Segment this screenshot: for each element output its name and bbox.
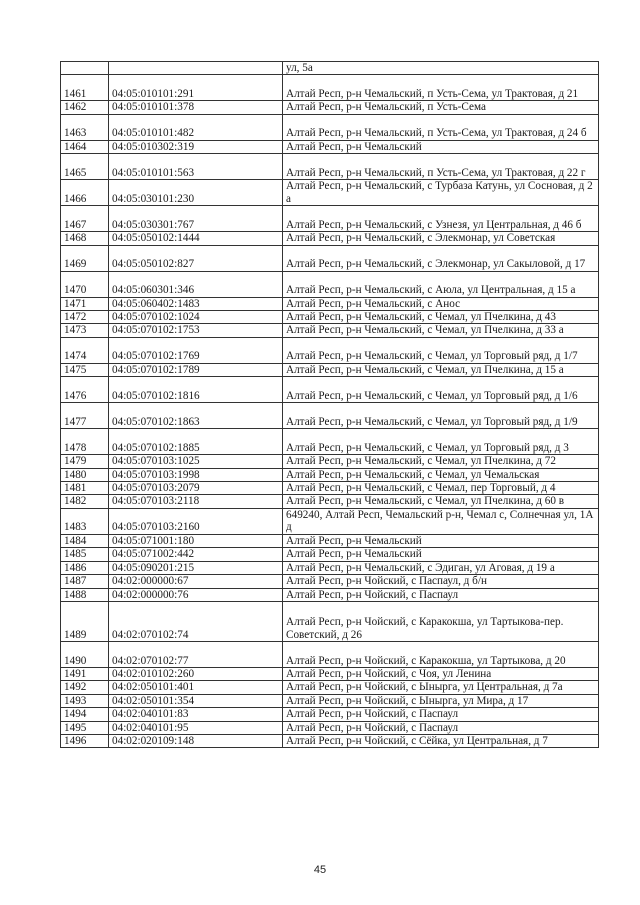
table-row [61,62,599,75]
address-cell: Алтай Респ, р-н Чемальский, с Аюла, ул Центральная, д 15 а [283,271,599,297]
address-cell: ул, 5а [283,62,599,75]
address-cell: Алтай Респ, р-н Чемальский, с Чемал, ул Торговый ряд, д 1/6 [283,377,599,403]
table-row [61,75,599,101]
table-row [61,324,599,337]
address-cell: Алтай Респ, р-н Чойский, с Каракокша, ул Тартыкова-пер. Советский, д 26 [283,601,599,641]
row-number-cell: 1478 [61,429,109,455]
table-row [61,721,599,734]
address-cell: Алтай Респ, р-н Чойский, с Ынырга, ул Мира, д 17 [283,694,599,707]
table-row [61,734,599,747]
cadastral-number-cell: 04:05:060301:346 [109,271,283,297]
address-cell: Алтай Респ, р-н Чойский, с Паспаул, д б/н [283,575,599,588]
table-row [61,337,599,363]
row-number-cell: 1477 [61,403,109,429]
cadastral-number-cell: 04:02:010102:260 [109,667,283,680]
cadastral-number-cell: 04:02:040101:83 [109,708,283,721]
table-row [61,245,599,271]
row-number-cell: 1474 [61,337,109,363]
table-row [61,297,599,310]
row-number-cell: 1495 [61,721,109,734]
cadastral-number-cell: 04:02:000000:76 [109,588,283,601]
cadastral-number-cell: 04:05:070102:1753 [109,324,283,337]
table-row [61,534,599,547]
table-row [61,548,599,561]
table-row [61,588,599,601]
cadastral-number-cell: 04:05:070103:2079 [109,482,283,495]
cadastral-number-cell: 04:05:070103:2118 [109,495,283,508]
cadastral-number-cell: 04:05:070102:1789 [109,363,283,376]
address-cell: Алтай Респ, р-н Чемальский, с Чемал, ул Пчелкина, д 72 [283,455,599,468]
cadastral-number-cell: 04:05:071002:442 [109,548,283,561]
table-row [61,429,599,455]
table-row [61,403,599,429]
cadastral-number-cell: 04:05:090201:215 [109,561,283,574]
cadastral-number-cell: 04:05:071001:180 [109,534,283,547]
table-row [61,681,599,694]
address-cell: Алтай Респ, р-н Чемальский, с Чемал, ул Пчелкина, д 43 [283,311,599,324]
address-cell: Алтай Респ, р-н Чемальский, с Анос [283,297,599,310]
row-number-cell: 1488 [61,588,109,601]
cadastral-number-cell [109,62,283,75]
row-number-cell: 1494 [61,708,109,721]
row-number-cell: 1462 [61,101,109,114]
row-number-cell: 1496 [61,734,109,747]
table-row [61,495,599,508]
address-cell: Алтай Респ, р-н Чемальский, с Эдиган, ул Аговая, д 19 а [283,561,599,574]
cadastral-number-cell: 04:02:070102:77 [109,641,283,667]
row-number-cell: 1481 [61,482,109,495]
address-cell: Алтай Респ, р-н Чемальский, с Элекмонар, ул Советская [283,232,599,245]
cadastral-number-cell: 04:05:050102:827 [109,245,283,271]
address-cell: Алтай Респ, р-н Чемальский, с Узнезя, ул Центральная, д 46 б [283,206,599,232]
address-cell: Алтай Респ, р-н Чемальский, с Турбаза Катунь, ул Сосновая, д 2 а [283,180,599,206]
row-number-cell: 1468 [61,232,109,245]
row-number-cell: 1490 [61,641,109,667]
table-row [61,708,599,721]
cadastral-number-cell: 04:05:070103:1998 [109,468,283,481]
address-cell: Алтай Респ, р-н Чемальский [283,534,599,547]
table-row [61,482,599,495]
address-cell: Алтай Респ, р-н Чемальский, с Чемал, ул Торговый ряд, д 1/7 [283,337,599,363]
address-table [60,61,599,748]
cadastral-number-cell: 04:02:050101:401 [109,681,283,694]
row-number-cell: 1487 [61,575,109,588]
table-row [61,311,599,324]
address-cell: Алтай Респ, р-н Чойский, с Паспаул [283,721,599,734]
cadastral-number-cell: 04:05:070102:1885 [109,429,283,455]
row-number-cell: 1484 [61,534,109,547]
address-cell: Алтай Респ, р-н Чойский, с Каракокша, ул Тартыкова, д 20 [283,641,599,667]
cadastral-number-cell: 04:05:070102:1863 [109,403,283,429]
cadastral-number-cell: 04:05:010101:563 [109,154,283,180]
address-cell: Алтай Респ, р-н Чойский, с Паспаул [283,588,599,601]
cadastral-number-cell: 04:05:030101:230 [109,180,283,206]
row-number-cell: 1467 [61,206,109,232]
table-row [61,561,599,574]
table-row [61,101,599,114]
cadastral-number-cell: 04:05:060402:1483 [109,297,283,310]
address-cell: Алтай Респ, р-н Чойский, с Ыныргa, ул Центральная, д 7а [283,681,599,694]
table-row [61,154,599,180]
table-row [61,363,599,376]
address-cell: Алтай Респ, р-н Чойский, с Чоя, ул Ленина [283,667,599,680]
row-number-cell: 1475 [61,363,109,376]
address-cell: Алтай Респ, р-н Чойский, с Паспаул [283,708,599,721]
row-number-cell: 1476 [61,377,109,403]
address-cell: Алтай Респ, р-н Чойский, с Сёйка, ул Центральная, д 7 [283,734,599,747]
cadastral-number-cell: 04:05:010101:378 [109,101,283,114]
address-cell: Алтай Респ, р-н Чемальский [283,140,599,153]
address-cell: Алтай Респ, р-н Чемальский, п Усть-Сема, ул Трактовая, д 24 б [283,114,599,140]
table-row [61,206,599,232]
table-row [61,232,599,245]
row-number-cell: 1464 [61,140,109,153]
address-cell: Алтай Респ, р-н Чемальский, с Чемал, пер Торговый, д 4 [283,482,599,495]
cadastral-number-cell: 04:05:010101:482 [109,114,283,140]
address-cell: Алтай Респ, р-н Чемальский, с Чемал, ул Торговый ряд, д 3 [283,429,599,455]
row-number-cell: 1485 [61,548,109,561]
table-row [61,114,599,140]
address-cell: Алтай Респ, р-н Чемальский, с Элекмонар, ул Сакыловой, д 17 [283,245,599,271]
table-row [61,180,599,206]
table-row [61,377,599,403]
row-number-cell: 1469 [61,245,109,271]
address-cell: Алтай Респ, р-н Чемальский, с Чемал, ул Пчелкина, д 60 в [283,495,599,508]
address-cell: 649240, Алтай Респ, Чемальский р-н, Чемал с, Солнечная ул, 1А д [283,508,599,534]
row-number-cell: 1463 [61,114,109,140]
row-number-cell: 1486 [61,561,109,574]
table-body [61,62,599,748]
cadastral-number-cell: 04:05:070103:2160 [109,508,283,534]
address-cell: Алтай Респ, р-н Чемальский, с Чемал, ул Пчелкина, д 33 а [283,324,599,337]
cadastral-number-cell: 04:05:050102:1444 [109,232,283,245]
cadastral-number-cell: 04:05:070102:1769 [109,337,283,363]
cadastral-number-cell: 04:02:020109:148 [109,734,283,747]
row-number-cell: 1492 [61,681,109,694]
row-number-cell: 1482 [61,495,109,508]
table-row [61,455,599,468]
row-number-cell: 1493 [61,694,109,707]
cadastral-number-cell: 04:02:050101:354 [109,694,283,707]
table-row [61,694,599,707]
cadastral-number-cell: 04:05:070102:1024 [109,311,283,324]
address-cell: Алтай Респ, р-н Чемальский [283,548,599,561]
cadastral-number-cell: 04:02:040101:95 [109,721,283,734]
table-row [61,667,599,680]
page-number: 45 [313,864,327,876]
cadastral-number-cell: 04:05:070102:1816 [109,377,283,403]
table-row [61,641,599,667]
table-row [61,508,599,534]
address-cell: Алтай Респ, р-н Чемальский, с Чемал, ул Торговый ряд, д 1/9 [283,403,599,429]
row-number-cell: 1472 [61,311,109,324]
row-number-cell: 1483 [61,508,109,534]
cadastral-number-cell: 04:02:070102:74 [109,601,283,641]
row-number-cell [61,62,109,75]
row-number-cell: 1473 [61,324,109,337]
cadastral-number-cell: 04:05:010101:291 [109,75,283,101]
row-number-cell: 1461 [61,75,109,101]
row-number-cell: 1480 [61,468,109,481]
cadastral-number-cell: 04:05:030301:767 [109,206,283,232]
table-row [61,271,599,297]
row-number-cell: 1491 [61,667,109,680]
address-cell: Алтай Респ, р-н Чемальский, п Усть-Сема [283,101,599,114]
table-row [61,575,599,588]
table-row [61,601,599,641]
row-number-cell: 1470 [61,271,109,297]
row-number-cell: 1466 [61,180,109,206]
cadastral-number-cell: 04:05:070103:1025 [109,455,283,468]
address-cell: Алтай Респ, р-н Чемальский, с Чемал, ул Пчелкина, д 15 а [283,363,599,376]
row-number-cell: 1489 [61,601,109,641]
address-cell: Алтай Респ, р-н Чемальский, п Усть-Сема, ул Трактовая, д 22 г [283,154,599,180]
row-number-cell: 1471 [61,297,109,310]
table-row [61,468,599,481]
address-cell: Алтай Респ, р-н Чемальский, с Чемал, ул Чемальская [283,468,599,481]
cadastral-number-cell: 04:05:010302:319 [109,140,283,153]
address-cell: Алтай Респ, р-н Чемальский, п Усть-Сема, ул Трактовая, д 21 [283,75,599,101]
row-number-cell: 1465 [61,154,109,180]
cadastral-number-cell: 04:02:000000:67 [109,575,283,588]
row-number-cell: 1479 [61,455,109,468]
table-row [61,140,599,153]
